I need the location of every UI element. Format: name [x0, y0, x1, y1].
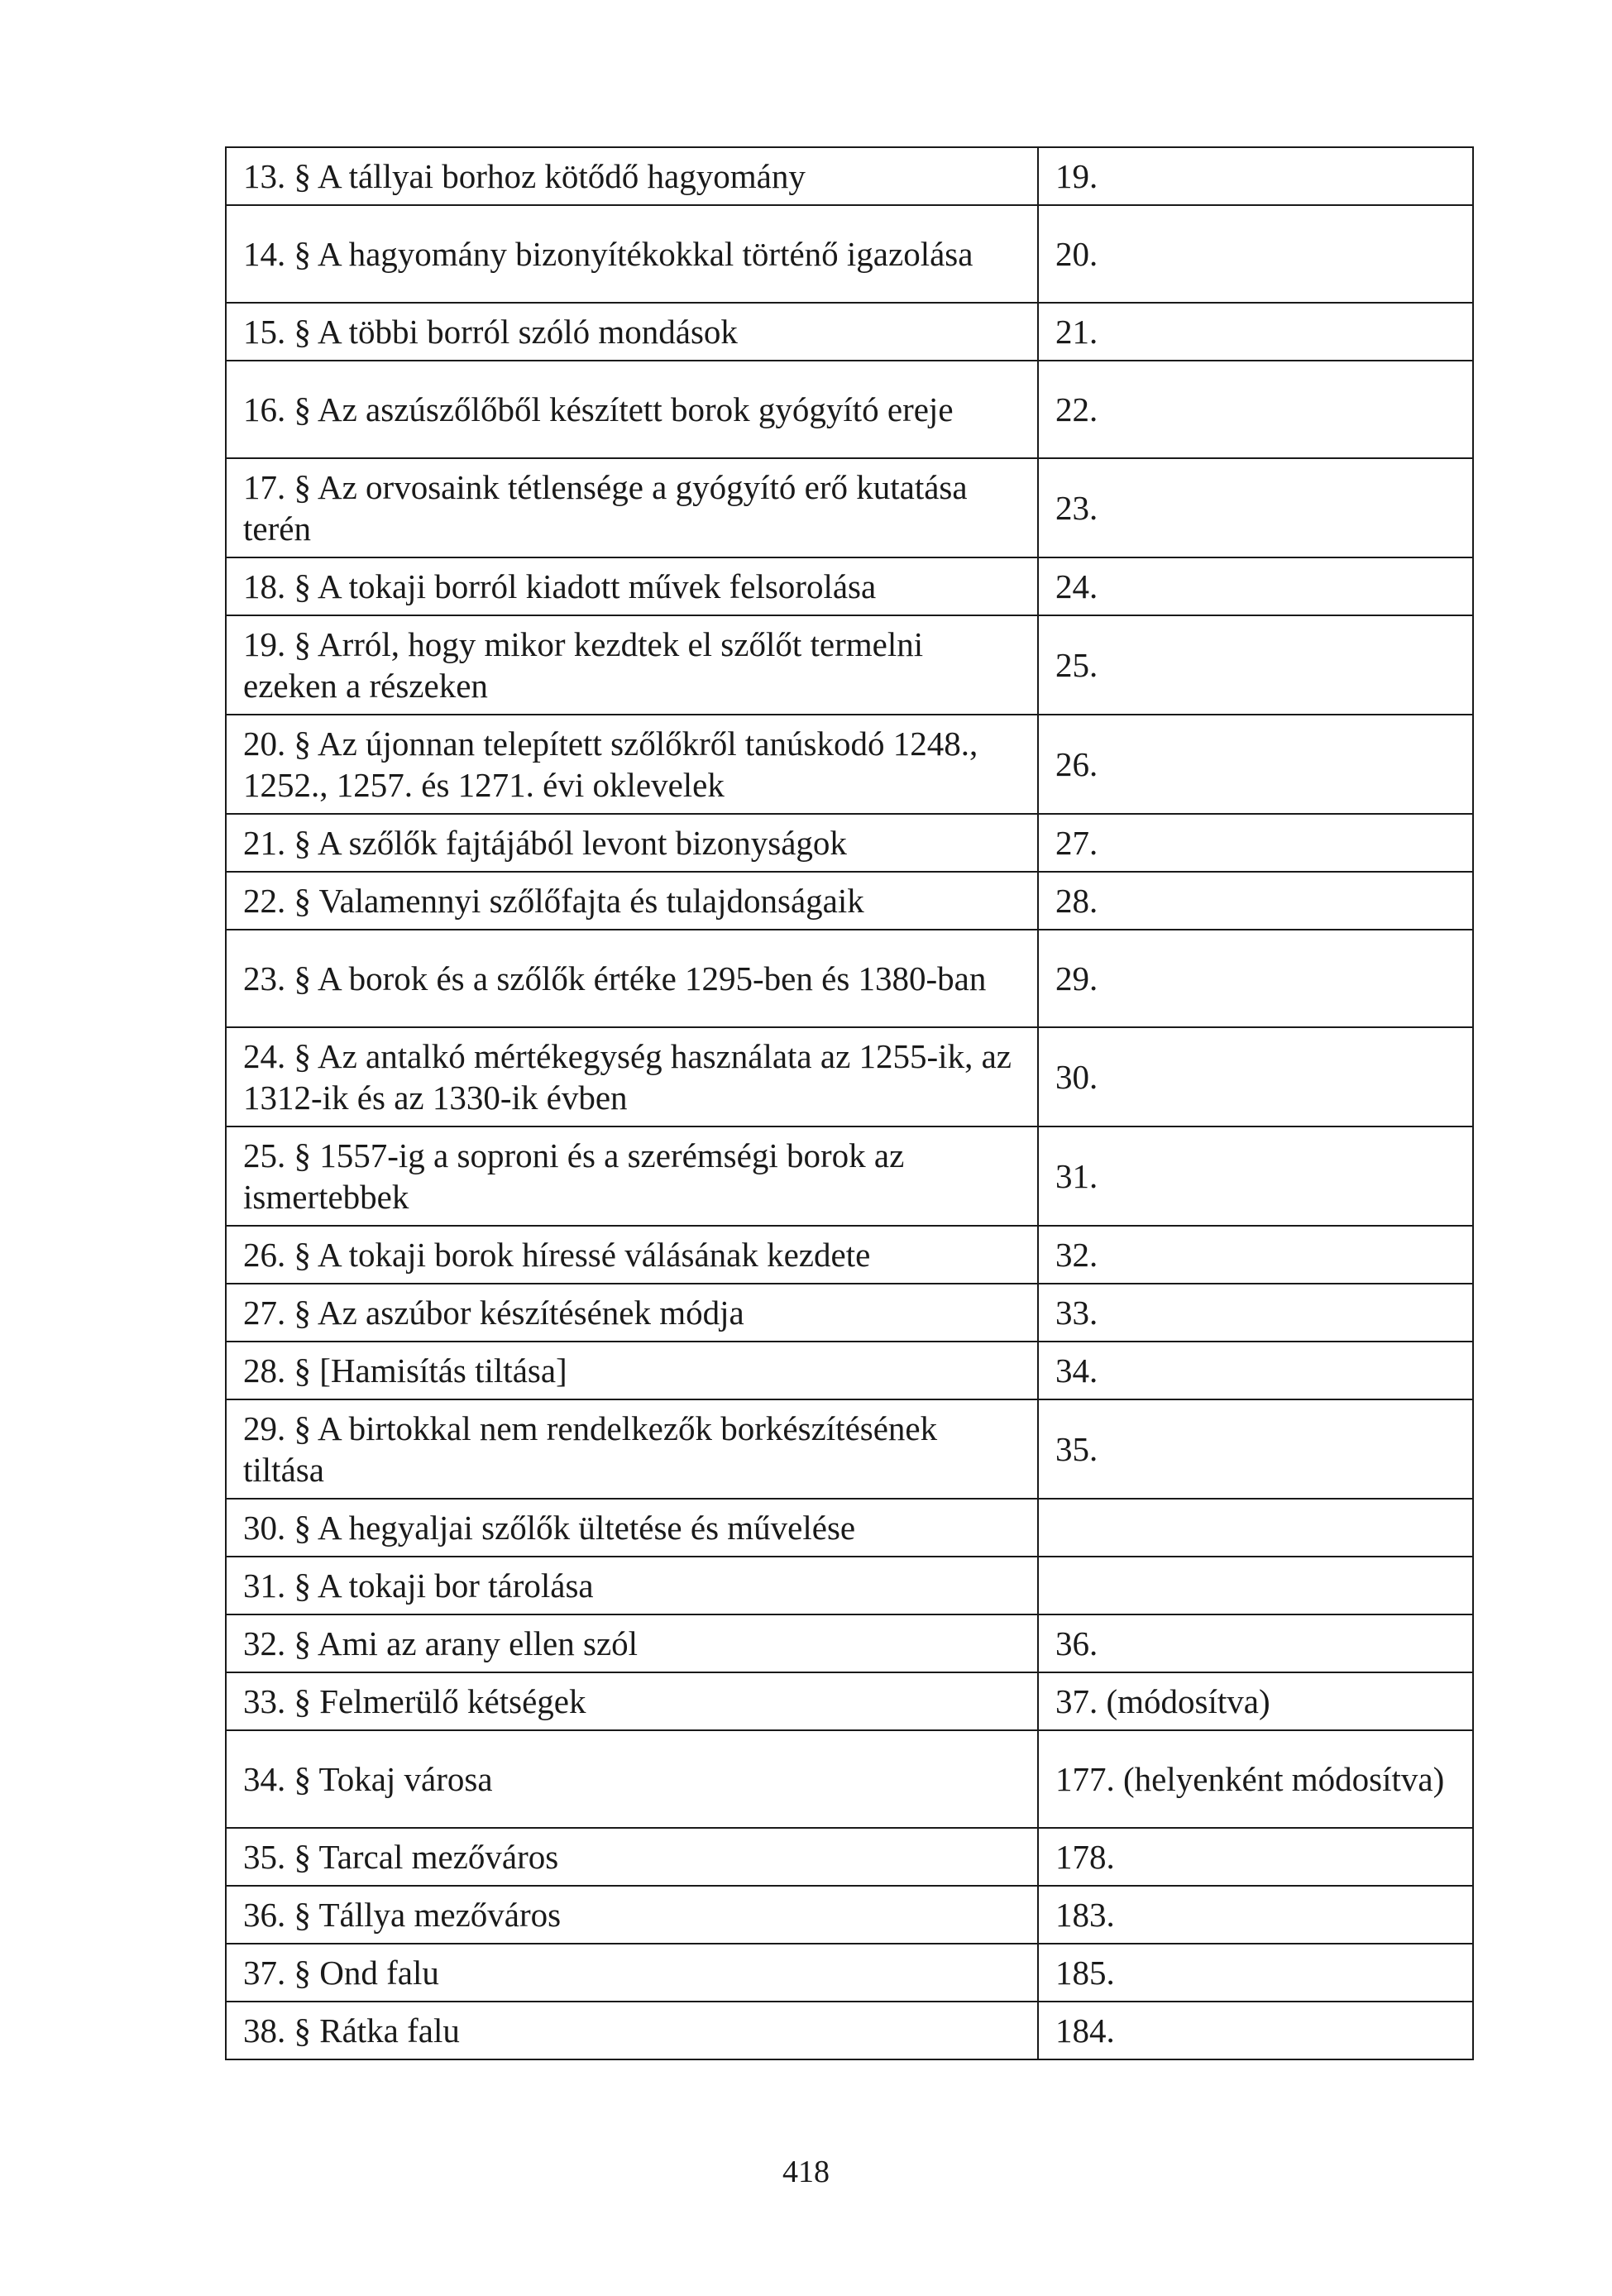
section-page: 26. — [1038, 715, 1473, 814]
table-row — [226, 1126, 1473, 1226]
section-page: 35. — [1038, 1399, 1473, 1499]
table-row — [226, 1886, 1473, 1944]
section-title: 24. § Az antalkó mértékegység használata az 1255-ik, az 1312-ik és az 1330-ik évben — [226, 1027, 1038, 1126]
section-page: 33. — [1038, 1284, 1473, 1342]
section-title: 27. § Az aszúbor készítésének módja — [226, 1284, 1038, 1342]
section-page: 22. — [1038, 361, 1473, 458]
table-row — [226, 1027, 1473, 1126]
section-page: 185. — [1038, 1944, 1473, 2002]
section-page: 36. — [1038, 1614, 1473, 1672]
table-row — [226, 2002, 1473, 2059]
table-row — [226, 205, 1473, 303]
section-page: 177. (helyenként módosítva) — [1038, 1730, 1473, 1828]
section-page: 27. — [1038, 814, 1473, 872]
table-row — [226, 814, 1473, 872]
section-title: 26. § A tokaji borok híressé válásának kezdete — [226, 1226, 1038, 1284]
section-page: 178. — [1038, 1828, 1473, 1886]
section-page: 30. — [1038, 1027, 1473, 1126]
table-row — [226, 1499, 1473, 1557]
table-row — [226, 1226, 1473, 1284]
table-row — [226, 1730, 1473, 1828]
section-title: 16. § Az aszúszőlőből készített borok gyógyító ereje — [226, 361, 1038, 458]
page-number: 418 — [782, 2155, 830, 2189]
table-row — [226, 1672, 1473, 1730]
section-page: 25. — [1038, 615, 1473, 715]
section-page: 37. (módosítva) — [1038, 1672, 1473, 1730]
table-row — [226, 1342, 1473, 1399]
section-page: 19. — [1038, 147, 1473, 205]
section-title: 32. § Ami az arany ellen szól — [226, 1614, 1038, 1672]
table-row — [226, 1828, 1473, 1886]
table-row — [226, 872, 1473, 930]
table-row — [226, 715, 1473, 814]
section-page: 21. — [1038, 303, 1473, 361]
section-title: 36. § Tállya mezőváros — [226, 1886, 1038, 1944]
section-title: 30. § A hegyaljai szőlők ültetése és művelése — [226, 1499, 1038, 1557]
table-row — [226, 615, 1473, 715]
table-row — [226, 1944, 1473, 2002]
table-row — [226, 147, 1473, 205]
table-row — [226, 557, 1473, 615]
section-title: 18. § A tokaji borról kiadott művek felsorolása — [226, 557, 1038, 615]
section-title: 14. § A hagyomány bizonyítékokkal történő igazolása — [226, 205, 1038, 303]
section-title: 38. § Rátka falu — [226, 2002, 1038, 2059]
section-page — [1038, 1499, 1473, 1557]
section-title: 22. § Valamennyi szőlőfajta és tulajdonságaik — [226, 872, 1038, 930]
section-title: 13. § A tállyai borhoz kötődő hagyomány — [226, 147, 1038, 205]
section-page: 184. — [1038, 2002, 1473, 2059]
section-title: 29. § A birtokkal nem rendelkezők borkészítésének tiltása — [226, 1399, 1038, 1499]
table-row — [226, 1557, 1473, 1614]
section-page: 34. — [1038, 1342, 1473, 1399]
section-title: 23. § A borok és a szőlők értéke 1295-ben és 1380-ban — [226, 930, 1038, 1027]
table-row — [226, 930, 1473, 1027]
section-page — [1038, 1557, 1473, 1614]
section-title: 21. § A szőlők fajtájából levont bizonyságok — [226, 814, 1038, 872]
table-row — [226, 361, 1473, 458]
section-title: 31. § A tokaji bor tárolása — [226, 1557, 1038, 1614]
section-page: 28. — [1038, 872, 1473, 930]
section-title: 19. § Arról, hogy mikor kezdtek el szőlőt termelni ezeken a részeken — [226, 615, 1038, 715]
section-title: 17. § Az orvosaink tétlensége a gyógyító erő kutatása terén — [226, 458, 1038, 557]
section-page: 23. — [1038, 458, 1473, 557]
section-page: 29. — [1038, 930, 1473, 1027]
table-row — [226, 303, 1473, 361]
section-title: 35. § Tarcal mezőváros — [226, 1828, 1038, 1886]
section-title: 15. § A többi borról szóló mondások — [226, 303, 1038, 361]
section-title: 33. § Felmerülő kétségek — [226, 1672, 1038, 1730]
section-page: 24. — [1038, 557, 1473, 615]
contents-table — [225, 146, 1474, 2060]
section-title: 37. § Ond falu — [226, 1944, 1038, 2002]
table-row — [226, 458, 1473, 557]
section-title: 34. § Tokaj városa — [226, 1730, 1038, 1828]
section-title: 25. § 1557-ig a soproni és a szerémségi borok az ismertebbek — [226, 1126, 1038, 1226]
section-page: 183. — [1038, 1886, 1473, 1944]
table-row — [226, 1614, 1473, 1672]
section-title: 28. § [Hamisítás tiltása] — [226, 1342, 1038, 1399]
section-page: 20. — [1038, 205, 1473, 303]
table-row — [226, 1284, 1473, 1342]
section-title: 20. § Az újonnan telepített szőlőkről tanúskodó 1248., 1252., 1257. és 1271. évi oklevelek — [226, 715, 1038, 814]
section-page: 31. — [1038, 1126, 1473, 1226]
section-page: 32. — [1038, 1226, 1473, 1284]
table-row — [226, 1399, 1473, 1499]
